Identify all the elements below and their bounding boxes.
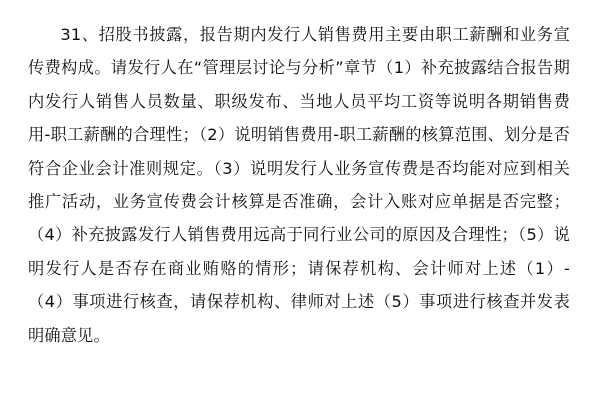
document-body xyxy=(28,18,570,352)
question-paragraph-31: 31、招股书披露，报告期内发行人销售费用主要由职工薪酬和业务宣传费构成。请发行人在“管理层讨论与分析”章节（1）补充披露结合报告期内发行人销售人员数量、职级发布、当地人员平均工资等说明各期销售费用-职工薪酬的合理性；（2）说明销售费用-职工薪酬的核算范围、划分是否符合企业会计准则规定。（3）说明发行人业务宣传费是否均能对应到相关推广活动，业务宣传费会计核算是否准确，会计入账对应单据是否完整；（4）补充披露发行人销售费用远高于同行业公司的原因及合理性；（5）说明发行人是否存在商业贿赂的情形；请保荐机构、会计师对上述（1）-（4）事项进行核查，请保荐机构、律师对上述（5）事项进行核查并发表明确意见。 xyxy=(28,25,570,345)
